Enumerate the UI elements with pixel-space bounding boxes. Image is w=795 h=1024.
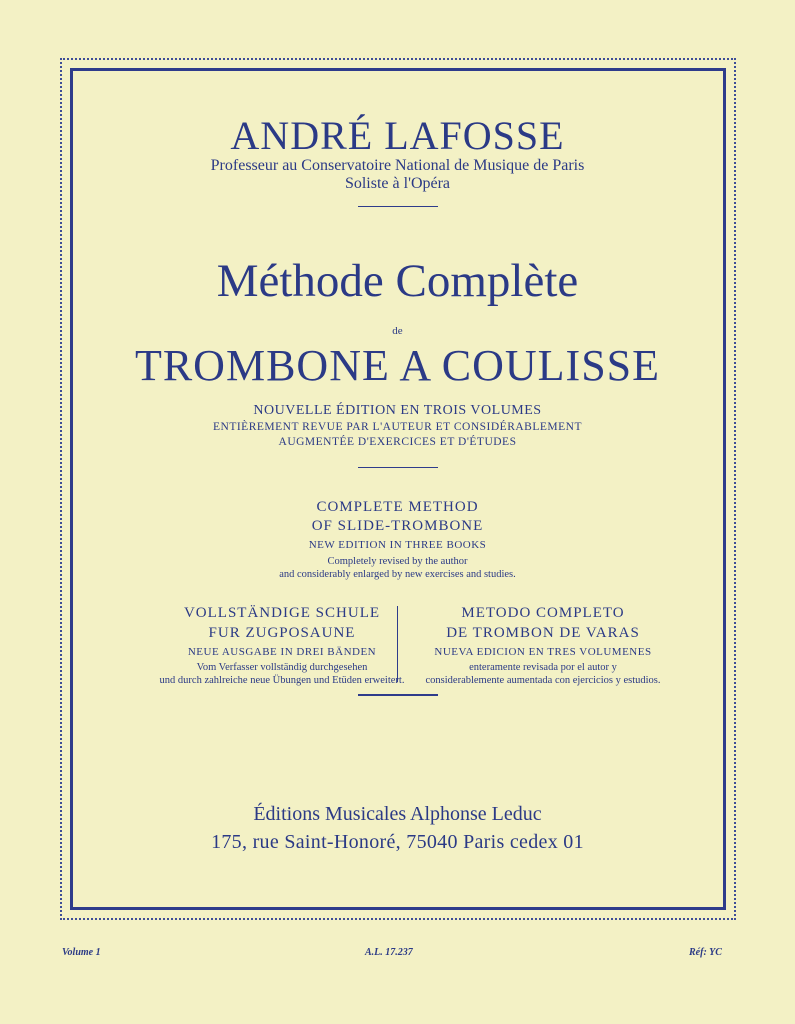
english-title-1: COMPLETE METHOD (316, 499, 479, 515)
english-edition: NEW EDITION IN THREE BOOKS (308, 539, 487, 551)
german-line-2: und durch zahlreiche neue Übungen und Etüden erweitert. (159, 675, 405, 686)
divider-rule (358, 467, 438, 468)
french-line-2: AUGMENTÉE D'EXERCICES ET D'ÉTUDES (278, 436, 517, 448)
english-line-1: Completely revised by the author (327, 556, 468, 567)
spanish-title-1: METODO COMPLETO (461, 605, 625, 621)
german-edition: NEUE AUSGABE IN DREI BÄNDEN (187, 646, 377, 658)
title-de: de (392, 325, 403, 337)
french-edition: NOUVELLE ÉDITION EN TROIS VOLUMES (253, 403, 542, 418)
reference-code: Réf: YC (689, 947, 722, 958)
spanish-block (393, 603, 693, 687)
title-main: Méthode Complète (216, 255, 579, 307)
inner-border (70, 68, 726, 910)
author-role: Soliste à l'Opéra (344, 175, 451, 192)
volume-label: Volume 1 (62, 947, 101, 958)
english-title-2: OF SLIDE-TROMBONE (311, 518, 484, 534)
german-block (132, 603, 432, 687)
divider-rule (358, 694, 438, 696)
spanish-title-2: DE TROMBON DE VARAS (446, 625, 640, 641)
spanish-line-2: considerablemente aumentada con ejercicios y estudios. (425, 675, 661, 686)
spanish-edition: NUEVA EDICION EN TRES VOLUMENES (434, 646, 652, 658)
french-line-1: ENTIÈREMENT REVUE PAR L'AUTEUR ET CONSIDÉRABLEMENT (213, 421, 582, 433)
german-line-1: Vom Verfasser vollständig durchgesehen (196, 662, 368, 673)
english-line-2: and considerably enlarged by new exercises and studies. (279, 569, 516, 580)
author-name: ANDRÉ LAFOSSE (230, 113, 565, 158)
catalog-number: A.L. 17.237 (365, 947, 413, 958)
german-title-1: VOLLSTÄNDIGE SCHULE (183, 605, 381, 621)
title-instrument: TROMBONE A COULISSE (134, 341, 661, 390)
german-title-2: FUR ZUGPOSAUNE (208, 625, 356, 641)
author-title: Professeur au Conservatoire National de Musique de Paris (210, 157, 585, 174)
spanish-line-1: enteramente revisada por el autor y (469, 662, 617, 673)
divider-rule (358, 206, 438, 207)
publisher-name: Éditions Musicales Alphonse Leduc (253, 803, 542, 825)
publisher-address: 175, rue Saint-Honoré, 75040 Paris cedex 01 (211, 831, 584, 853)
